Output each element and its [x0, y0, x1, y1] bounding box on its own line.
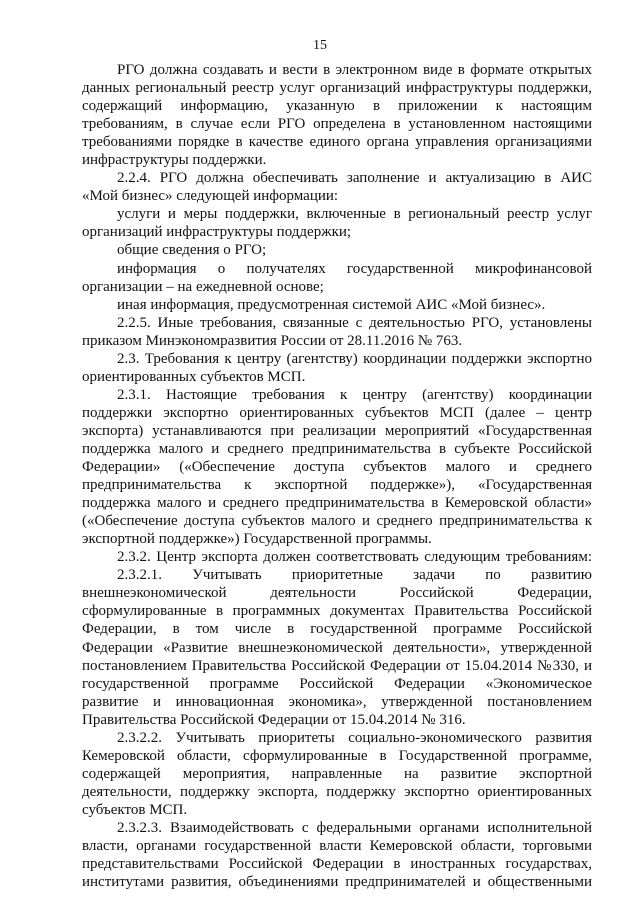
text-line: содержащей мероприятия, направленные на развитие экспортной	[82, 765, 592, 782]
text-line: 2.3.2. Центр экспорта должен соответствовать следующим требованиям:	[117, 549, 592, 566]
text-line: 2.3.2.2. Учитывать приоритеты социально-экономического развития	[117, 729, 592, 746]
text-line: данных региональный реестр услуг организаций инфраструктуры поддержки,	[82, 80, 592, 97]
text-line: требованиям, в случае если РГО определена в установленном настоящими	[82, 116, 592, 133]
text-line: содержащий информацию, указанную в приложении к настоящим	[82, 98, 592, 115]
text-line: организации – на ежедневной основе;	[82, 278, 324, 295]
document-body	[82, 61, 592, 891]
text-line: субъектов МСП.	[82, 801, 188, 818]
text-line: РГО должна создавать и вести в электронном виде в формате открытых	[117, 62, 592, 78]
text-line: приказом Минэкономразвития России от 28.11.2016 № 763.	[82, 332, 463, 349]
text-line: услуги и меры поддержки, включенные в региональный реестр услуг	[117, 206, 592, 223]
text-line: развитие и инновационная экономика», утвержденной постановлением	[82, 693, 592, 710]
text-line: 2.3.2.3. Взаимодействовать с федеральными органами исполнительной	[117, 819, 592, 836]
text-line: институтами развития, объединениями предпринимателей и общественными	[82, 874, 592, 891]
text-line: внешнеэкономической деятельности Российской Федерации,	[82, 585, 592, 602]
text-line: предпринимательства к экспортной поддержке»), «Государственная	[82, 477, 592, 494]
text-line: власти, органами государственной власти Кемеровской области, торговыми	[82, 838, 592, 855]
text-line: («Обеспечение доступа субъектов малого и среднего предпринимательства к	[82, 513, 592, 530]
text-line: организаций инфраструктуры поддержки;	[82, 224, 352, 241]
text-line: деятельности, поддержку экспорта, поддержку экспортно ориентированных	[82, 783, 592, 800]
text-line: Федерации, в том числе в государственной программе Российской	[82, 621, 592, 638]
text-line: информация о получателях государственной микрофинансовой	[117, 260, 592, 277]
text-line: Кемеровской области, сформулированные в Государственной программе,	[82, 747, 592, 764]
text-line: Федерации» («Обеспечение доступа субъектов малого и среднего	[82, 459, 592, 476]
text-line: 2.3.1. Настоящие требования к центру (агентству) координации	[117, 386, 592, 403]
text-line: государственной программе Российской Федерации «Экономическое	[82, 675, 592, 692]
text-line: Федерации «Развитие внешнеэкономической деятельности», утвержденной	[82, 639, 592, 656]
text-line: 2.2.4. РГО должна обеспечивать заполнение и актуализацию в АИС	[117, 170, 592, 187]
text-line: экспорта) устанавливаются при реализации мероприятий «Государственная	[82, 422, 592, 439]
text-line: общие сведения о РГО;	[117, 242, 267, 259]
text-line: сформулированные в программных документах Правительства Российской	[82, 603, 592, 620]
text-line: требованиями порядке в качестве единого органа управления организациями	[82, 134, 592, 151]
text-line: 2.3. Требования к центру (агентству) координации поддержки экспортно	[117, 350, 592, 367]
text-line: экспортной поддержке») Государственной программы.	[82, 531, 432, 548]
text-line: Правительства Российской Федерации от 15.04.2014 № 316.	[82, 711, 466, 728]
text-line: инфраструктуры поддержки.	[82, 152, 267, 169]
text-line: поддержки экспортно ориентированных субъектов МСП (далее – центр	[82, 404, 592, 421]
text-line: поддержка малого и среднего предпринимательства в Кемеровской области»	[82, 495, 592, 512]
text-line: представительствами Российской Федерации в иностранных государствах,	[82, 856, 592, 873]
text-line: 2.3.2.1. Учитывать приоритетные задачи по развитию	[117, 567, 592, 584]
text-line: постановлением Правительства Российской Федерации от 15.04.2014 №330, и	[82, 657, 592, 674]
text-line: «Мой бизнес» следующей информации:	[82, 188, 339, 205]
text-line: 2.2.5. Иные требования, связанные с деятельностью РГО, установлены	[117, 314, 592, 331]
text-line: иная информация, предусмотренная системой АИС «Мой бизнес».	[117, 296, 546, 313]
text-line: поддержка малого и среднего предпринимательства в субъекте Российской	[82, 440, 592, 457]
page-number: 15	[313, 38, 327, 53]
text-line: ориентированных субъектов МСП.	[82, 368, 306, 385]
